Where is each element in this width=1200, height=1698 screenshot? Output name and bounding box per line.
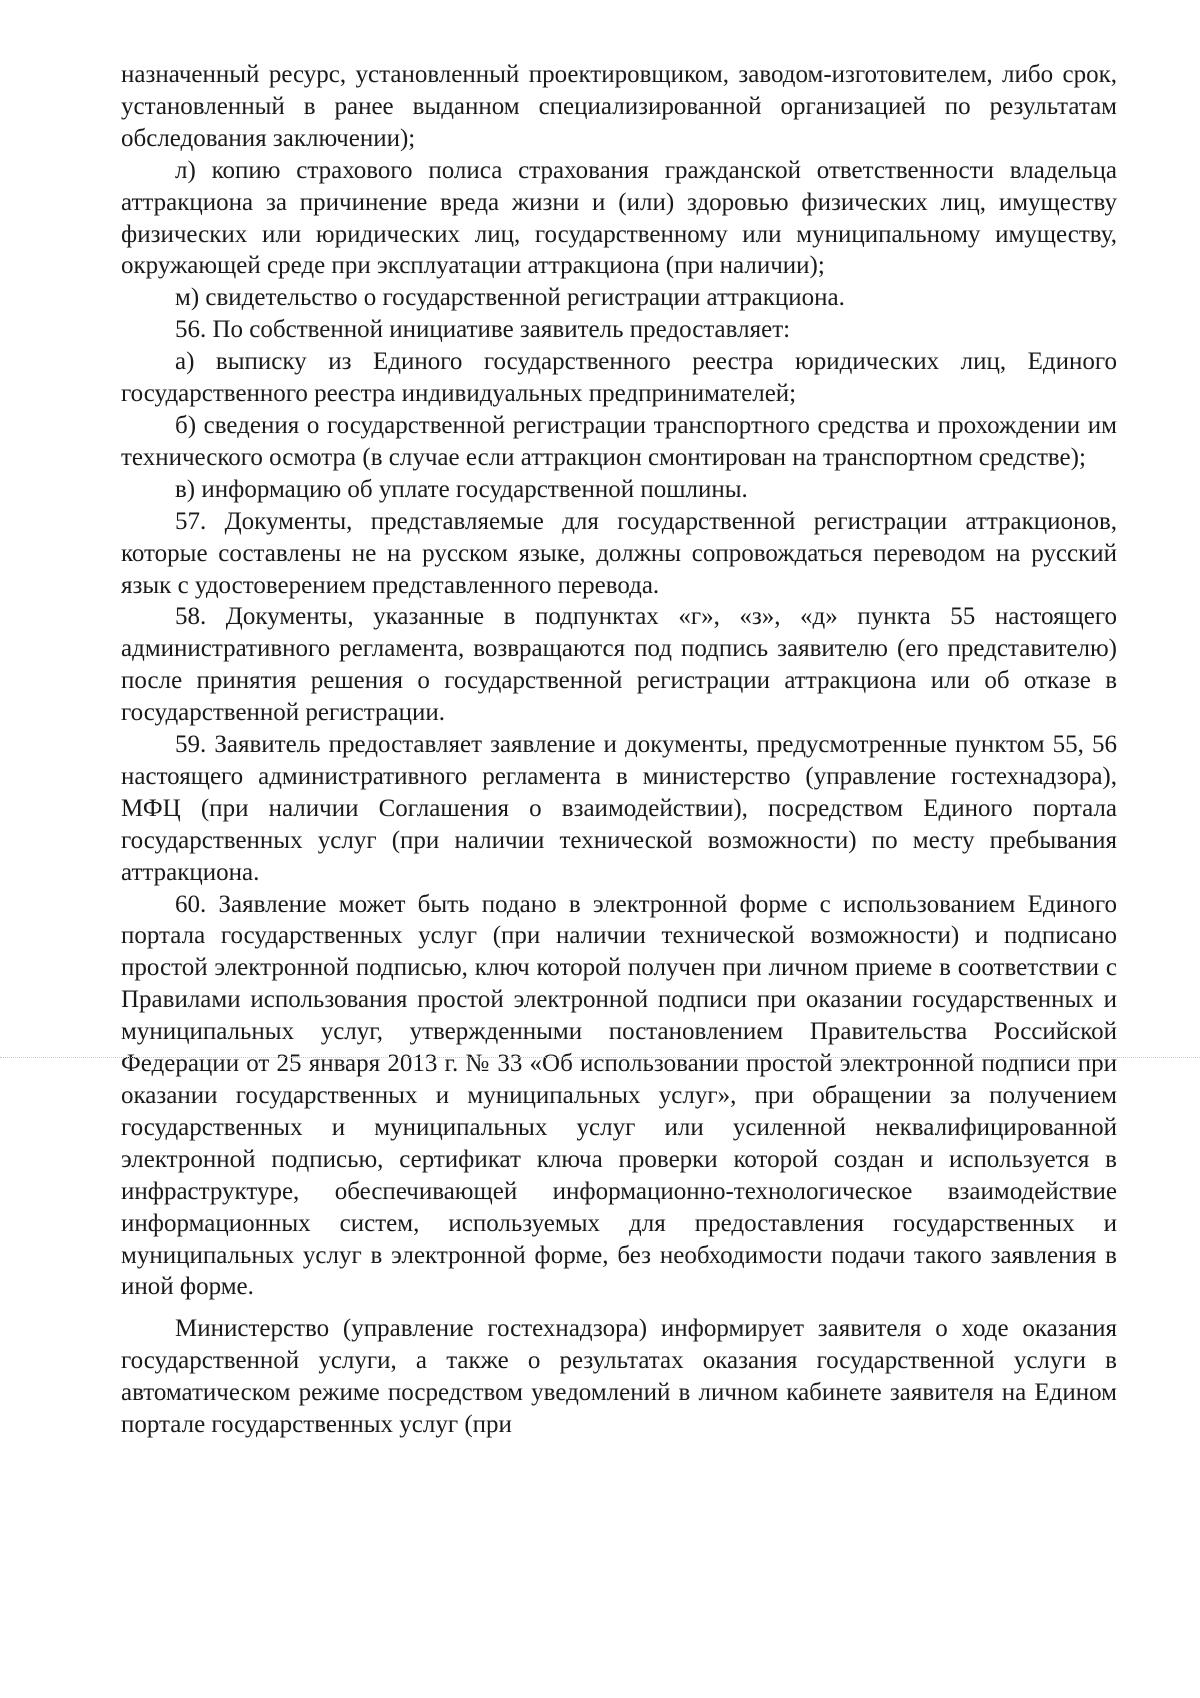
paragraph-56-b: б) сведения о государственной регистрации транспортного средства и прохождении им технического осмотра (в случае если аттракцион смонтирован на транспортном средстве); [121, 411, 1117, 471]
scan-artifact-line [0, 1057, 1200, 1058]
paragraph-60: 60. Заявление может быть подано в электронной форме с использованием Единого портала государственных услуг (при наличии технической возможности) и подписано простой электронной подписью, ключ которой получен при личном приеме в соответствии с Правилами использования простой электронной подписи при оказании государственных и муниципальных услуг, утвержденными постановлением Правительства Российской Федерации от 25 января 2013 г. № 33 «Об использовании простой электронной подписи при оказании государственных и муниципальных услуг», при обращении за получением государственных и муниципальных услуг или усиленной неквалифицированной электронной подписью, сертификат ключа проверки которой создан и используется в инфраструктуре, обеспечивающей информационно-технологическое взаимодействие информационных систем, используемых для предоставления государственных и муниципальных услуг в электронной форме, без необходимости подачи такого заявления в иной форме. [121, 890, 1117, 1301]
paragraph-59: 59. Заявитель предоставляет заявление и документы, предусмотренные пунктом 55, 56 настоящего административного регламента в министерство (управление гостехнадзора), МФЦ (при наличии Соглашения о взаимодействии), посредством Единого портала государственных услуг (при наличии технической возможности) по месту пребывания аттракциона. [121, 731, 1117, 886]
paragraph-56: 56. По собственной инициативе заявитель предоставляет: [175, 316, 791, 344]
paragraph-58: 58. Документы, указанные в подпунктах «г», «з», «д» пункта 55 настоящего административного регламента, возвращаются под подпись заявителю (его представителю) после принятия решения о государственной регистрации аттракциона или об отказе в государственной регистрации. [121, 603, 1117, 727]
paragraph-56-v: в) информацию об уплате государственной пошлины. [175, 475, 748, 503]
paragraph-ministry-notification: Министерство (управление гостехнадзора) информирует заявителя о ходе оказания государственной услуги, а также о результатах оказания государственной услуги в автоматическом режиме посредством уведомлений в личном кабинете заявителя на Едином портале государственных услуг (при [121, 1315, 1117, 1439]
paragraph-continuation: назначенный ресурс, установленный проектировщиком, заводом-изготовителем, либо срок, установленный в ранее выданном специализированной организацией по результатам обследования заключении); [121, 61, 1117, 152]
paragraph-57: 57. Документы, представляемые для государственной регистрации аттракционов, которые составлены не на русском языке, должны сопровождаться переводом на русский язык с удостоверением представленного перевода. [121, 507, 1117, 599]
paragraph-56-a: а) выписку из Единого государственного реестра юридических лиц, Единого государственного реестра индивидуальных предпринимателей; [121, 348, 1117, 408]
document-body [121, 59, 1117, 1441]
paragraph-55-m: м) свидетельство о государственной регистрации аттракциона. [175, 284, 845, 312]
paragraph-55-l: л) копию страхового полиса страхования гражданской ответственности владельца аттракциона за причинение вреда жизни и (или) здоровью физических лиц, имуществу физических или юридических лиц, государственному или муниципальному имуществу, окружающей среде при эксплуатации аттракциона (при наличии); [121, 156, 1117, 280]
